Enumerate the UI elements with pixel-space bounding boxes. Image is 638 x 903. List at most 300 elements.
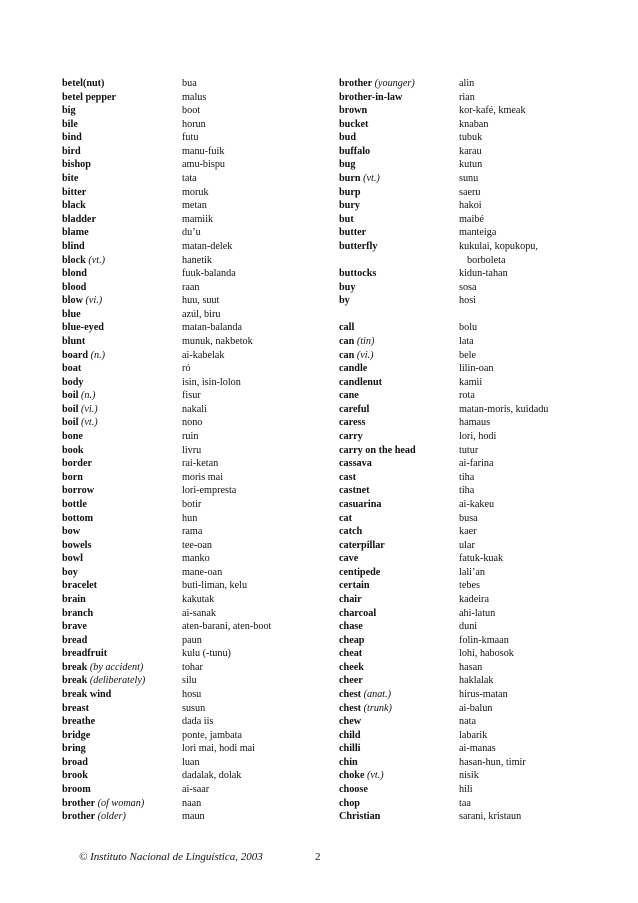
dictionary-entry <box>62 335 271 349</box>
dictionary-entry <box>62 769 271 783</box>
headword-text: blow <box>62 295 83 307</box>
dictionary-entry <box>339 702 548 716</box>
headword <box>339 566 459 580</box>
headword <box>339 729 459 743</box>
dictionary-entry <box>339 797 548 811</box>
translation: moris mai <box>182 471 224 483</box>
dictionary-entry <box>339 471 548 485</box>
headword <box>339 281 459 295</box>
headword-text: Christian <box>339 811 381 823</box>
headword-text: broom <box>62 784 91 796</box>
grammar-note: (vt.) <box>80 417 98 429</box>
translation: naan <box>182 797 202 809</box>
headword <box>339 783 459 797</box>
headword <box>339 349 459 363</box>
translation: ai-manas <box>459 743 496 755</box>
translation: maibé <box>459 213 484 225</box>
headword <box>339 308 459 322</box>
headword-text: chop <box>339 797 360 809</box>
headword <box>62 756 182 770</box>
dictionary-entry <box>62 213 271 227</box>
dictionary-entry <box>62 131 271 145</box>
headword <box>62 484 182 498</box>
headword-text: bring <box>62 743 86 755</box>
translation: ular <box>459 539 475 551</box>
headword-text: candle <box>339 363 368 375</box>
translation: karau <box>459 145 482 157</box>
headword-text: bind <box>62 132 82 144</box>
headword <box>339 647 459 661</box>
headword <box>339 104 459 118</box>
headword <box>62 457 182 471</box>
translation: raan <box>182 281 200 293</box>
dictionary-entry <box>339 756 548 770</box>
headword <box>62 444 182 458</box>
translation: hili <box>459 784 473 796</box>
translation: boot <box>182 105 201 117</box>
dictionary-entry <box>62 145 271 159</box>
headword-text: body <box>62 376 84 388</box>
dictionary-entry <box>62 308 271 322</box>
headword-text: child <box>339 729 361 741</box>
grammar-note: (anat.) <box>363 689 392 701</box>
dictionary-column-right <box>339 77 548 824</box>
headword <box>62 674 182 688</box>
headword <box>339 158 459 172</box>
headword-text: burn <box>339 173 361 185</box>
dictionary-entry <box>339 362 548 376</box>
dictionary-entry <box>339 593 548 607</box>
translation: sunu <box>459 173 479 185</box>
translation: ai-sanak <box>182 607 216 619</box>
translation: mamiik <box>182 213 214 225</box>
headword <box>62 308 182 322</box>
headword <box>339 172 459 186</box>
dictionary-entry <box>339 512 548 526</box>
dictionary-entry <box>339 715 548 729</box>
headword-text: choose <box>339 784 368 796</box>
headword <box>62 430 182 444</box>
translation: nata <box>459 716 476 728</box>
headword <box>339 484 459 498</box>
headword <box>62 797 182 811</box>
headword <box>339 91 459 105</box>
dictionary-entry <box>339 444 548 458</box>
translation: fisur <box>182 390 201 402</box>
headword <box>62 661 182 675</box>
translation: rama <box>182 526 203 538</box>
headword-text: cave <box>339 553 359 565</box>
translation: isin, isin-lolon <box>182 376 241 388</box>
dictionary-entry <box>62 281 271 295</box>
translation: kutun <box>459 159 483 171</box>
headword-text: bury <box>339 200 360 212</box>
headword-text: buy <box>339 281 356 293</box>
dictionary-entry <box>339 294 548 308</box>
headword <box>62 471 182 485</box>
headword <box>62 158 182 172</box>
translation: kukulai, kopukopu, <box>459 240 538 252</box>
headword-text: bowels <box>62 539 92 551</box>
translation: horun <box>182 118 206 130</box>
headword-text: bow <box>62 526 81 538</box>
headword <box>339 756 459 770</box>
headword-text: by <box>339 295 350 307</box>
headword <box>62 145 182 159</box>
headword <box>62 281 182 295</box>
headword-text: bladder <box>62 213 96 225</box>
dictionary-entry <box>62 647 271 661</box>
headword-text: break wind <box>62 689 112 701</box>
translation: hamaus <box>459 417 491 429</box>
dictionary-entry <box>62 118 271 132</box>
translation: nakali <box>182 403 207 415</box>
dictionary-entry <box>339 308 548 322</box>
translation: manu-fuik <box>182 145 225 157</box>
grammar-note: (vi.) <box>356 349 374 361</box>
grammar-note: (n.) <box>80 390 96 402</box>
headword <box>62 607 182 621</box>
headword <box>339 688 459 702</box>
dictionary-entry <box>62 525 271 539</box>
translation: ai-balun <box>459 702 493 714</box>
dictionary-entry <box>62 240 271 254</box>
headword <box>339 403 459 417</box>
translation: ponte, jambata <box>182 729 242 741</box>
headword-text: cheat <box>339 648 363 660</box>
headword <box>62 172 182 186</box>
headword-text: blunt <box>62 335 86 347</box>
headword-text: brown <box>339 105 368 117</box>
translation: rian <box>459 91 475 103</box>
dictionary-entry <box>62 579 271 593</box>
translation: fuuk-balanda <box>182 268 236 280</box>
headword-text: carry on the head <box>339 444 416 456</box>
grammar-note: (vt.) <box>367 770 384 782</box>
headword-text: chase <box>339 621 363 633</box>
dictionary-entry <box>339 335 548 349</box>
headword-text: charcoal <box>339 607 377 619</box>
headword <box>62 91 182 105</box>
headword-text: catch <box>339 526 363 538</box>
dictionary-entry <box>62 471 271 485</box>
headword-text: boy <box>62 566 78 578</box>
headword-text: carry <box>339 431 363 443</box>
headword-text: cheap <box>339 634 365 646</box>
translation: lilin-oan <box>459 363 494 375</box>
dictionary-entry <box>339 539 548 553</box>
headword <box>339 797 459 811</box>
dictionary-entry <box>62 729 271 743</box>
translation: ai-kabelak <box>182 349 225 361</box>
translation: manko <box>182 553 210 565</box>
dictionary-entry <box>339 729 548 743</box>
headword <box>62 389 182 403</box>
headword <box>339 525 459 539</box>
translation: alin <box>459 78 475 89</box>
headword-text: breast <box>62 702 89 714</box>
headword-text: careful <box>339 403 370 415</box>
headword-text: brother-in-law <box>339 91 403 103</box>
translation: moruk <box>182 186 209 198</box>
dictionary-entry <box>62 254 271 268</box>
headword-text: brook <box>62 770 88 782</box>
headword-text: big <box>62 105 76 117</box>
headword <box>62 335 182 349</box>
dictionary-entry <box>339 158 548 172</box>
headword <box>339 634 459 648</box>
dictionary-entry <box>339 498 548 512</box>
headword <box>339 607 459 621</box>
headword <box>62 199 182 213</box>
headword <box>339 593 459 607</box>
dictionary-entry <box>339 810 548 824</box>
headword <box>339 131 459 145</box>
headword-text: break <box>62 661 88 673</box>
headword <box>62 715 182 729</box>
headword <box>62 539 182 553</box>
dictionary-entry <box>339 199 548 213</box>
headword-text: call <box>339 322 355 334</box>
dictionary-entry <box>339 213 548 227</box>
headword <box>339 267 459 281</box>
headword-text: chair <box>339 593 362 605</box>
dictionary-entry <box>62 661 271 675</box>
dictionary-entry <box>339 579 548 593</box>
dictionary-entry <box>339 552 548 566</box>
dictionary-entry <box>339 118 548 132</box>
translation: lori, hodi <box>459 431 497 443</box>
headword-text: bite <box>62 173 79 185</box>
headword <box>62 593 182 607</box>
dictionary-entry <box>62 674 271 688</box>
headword <box>339 769 459 783</box>
headword <box>339 512 459 526</box>
translation: bele <box>459 349 476 361</box>
translation: bua <box>182 78 197 89</box>
headword-text: bottom <box>62 512 94 524</box>
translation: ai-saar <box>182 784 210 796</box>
dictionary-entry <box>62 226 271 240</box>
headword-text: boil <box>62 390 79 402</box>
headword-text: bird <box>62 145 81 157</box>
translation: kamii <box>459 376 483 388</box>
translation: paun <box>182 634 202 646</box>
headword-text: blue-eyed <box>62 322 104 334</box>
translation: hosu <box>182 689 202 701</box>
translation: tiha <box>459 471 475 483</box>
translation: haklalak <box>459 675 494 687</box>
headword-text: can <box>339 349 355 361</box>
dictionary-entry <box>62 362 271 376</box>
grammar-note: (trunk) <box>363 702 392 714</box>
dictionary-entry <box>339 742 548 756</box>
dictionary-column-left <box>62 77 271 824</box>
dictionary-entry <box>339 416 548 430</box>
dictionary-entry <box>62 186 271 200</box>
translation: lohi, habosok <box>459 648 514 660</box>
translation: sarani, kristaun <box>459 811 522 823</box>
dictionary-entry <box>62 797 271 811</box>
dictionary-entry <box>62 742 271 756</box>
headword-text: burp <box>339 186 361 198</box>
translation: kidun-tahan <box>459 268 508 280</box>
headword <box>339 145 459 159</box>
translation: lori mai, hodi mai <box>182 743 255 755</box>
page-number: 2 <box>315 851 321 863</box>
headword-text: broad <box>62 756 88 768</box>
headword-text: breadfruit <box>62 648 108 660</box>
translation: huu, suut <box>182 295 220 307</box>
headword-text: candlenut <box>339 376 383 388</box>
headword-text: chest <box>339 689 362 701</box>
grammar-note: (older) <box>97 811 126 823</box>
headword-text: brave <box>62 621 87 633</box>
headword-text: but <box>339 213 354 225</box>
headword <box>62 240 182 254</box>
dictionary-entry <box>339 349 548 363</box>
headword <box>62 579 182 593</box>
headword-text: buttocks <box>339 268 377 280</box>
headword <box>339 335 459 349</box>
headword-text: block <box>62 254 86 266</box>
headword-text: caress <box>339 417 366 429</box>
translation: futu <box>182 132 199 144</box>
translation: aten-barani, aten-boot <box>182 621 272 633</box>
headword-text: cast <box>339 471 356 483</box>
translation: dada iis <box>182 716 214 728</box>
headword <box>62 186 182 200</box>
headword-text: cassava <box>339 458 372 470</box>
headword-text: bud <box>339 132 356 144</box>
headword-text: born <box>62 471 83 483</box>
headword <box>62 362 182 376</box>
headword <box>339 213 459 227</box>
headword <box>339 294 459 308</box>
headword <box>339 702 459 716</box>
headword <box>339 674 459 688</box>
headword-text: brain <box>62 593 86 605</box>
dictionary-entry <box>339 674 548 688</box>
dictionary-entry <box>62 552 271 566</box>
grammar-note: (n.) <box>90 349 106 361</box>
translation: tata <box>182 173 197 185</box>
headword-text: blame <box>62 227 89 239</box>
grammar-note: (deliberately) <box>89 675 146 687</box>
headword-text: blind <box>62 240 85 252</box>
headword-text: buffalo <box>339 145 371 157</box>
headword-text: chew <box>339 716 362 728</box>
headword <box>339 715 459 729</box>
dictionary-entry <box>339 131 548 145</box>
headword-text: centipede <box>339 566 381 578</box>
translation: saeru <box>459 186 481 198</box>
dictionary-entry <box>62 172 271 186</box>
headword-text: blood <box>62 281 87 293</box>
translation: botir <box>182 498 202 510</box>
dictionary-entry <box>339 254 548 268</box>
translation: knaban <box>459 118 489 130</box>
dictionary-entry <box>62 444 271 458</box>
headword <box>339 620 459 634</box>
headword-text: bone <box>62 431 83 443</box>
headword-text: board <box>62 349 89 361</box>
headword <box>62 783 182 797</box>
translation: hanetik <box>182 254 212 266</box>
grammar-note: (by accident) <box>89 661 144 673</box>
headword-text: caterpillar <box>339 539 385 551</box>
translation: fatuk-kuak <box>459 553 504 565</box>
headword-text: bottle <box>62 498 87 510</box>
headword <box>339 376 459 390</box>
dictionary-entry <box>62 416 271 430</box>
headword-text: cane <box>339 390 359 402</box>
headword <box>62 729 182 743</box>
dictionary-entry <box>62 430 271 444</box>
translation: nono <box>182 417 203 429</box>
dictionary-entry <box>339 525 548 539</box>
translation: mane-oan <box>182 566 223 578</box>
headword <box>62 512 182 526</box>
dictionary-entry <box>62 457 271 471</box>
headword-text: boil <box>62 417 79 429</box>
dictionary-entry <box>339 783 548 797</box>
dictionary-entry <box>339 172 548 186</box>
grammar-note: (vi.) <box>85 295 103 307</box>
headword <box>62 118 182 132</box>
dictionary-entry <box>339 145 548 159</box>
dictionary-entry <box>62 267 271 281</box>
translation: matan-moris, kuidadu <box>459 403 549 415</box>
headword <box>62 647 182 661</box>
dictionary-entry <box>339 634 548 648</box>
headword-text: branch <box>62 607 94 619</box>
headword-text: blue <box>62 308 81 320</box>
headword <box>62 349 182 363</box>
dictionary-entry <box>62 498 271 512</box>
dictionary-entry <box>339 267 548 281</box>
headword <box>339 321 459 335</box>
dictionary-entry <box>62 321 271 335</box>
headword <box>62 213 182 227</box>
headword <box>62 566 182 580</box>
translation: hirus-matan <box>459 689 508 701</box>
headword <box>339 810 459 824</box>
headword-text: bridge <box>62 729 91 741</box>
dictionary-entry <box>339 389 548 403</box>
headword <box>339 199 459 213</box>
translation: rota <box>459 390 475 402</box>
headword <box>339 186 459 200</box>
headword <box>62 131 182 145</box>
headword <box>62 620 182 634</box>
dictionary-entry <box>62 688 271 702</box>
translation: ahi-latun <box>459 607 496 619</box>
grammar-note: (of woman) <box>97 797 145 809</box>
translation: susun <box>182 702 206 714</box>
headword-text: borrow <box>62 485 95 497</box>
headword <box>62 769 182 783</box>
grammar-note: (vt.) <box>88 254 106 266</box>
dictionary-entry <box>62 158 271 172</box>
translation: amu-bispu <box>182 159 226 171</box>
headword <box>339 444 459 458</box>
headword-text: bile <box>62 118 78 130</box>
headword-text: black <box>62 200 86 212</box>
translation: tutur <box>459 444 479 456</box>
translation: busa <box>459 512 478 524</box>
dictionary-entry <box>62 783 271 797</box>
